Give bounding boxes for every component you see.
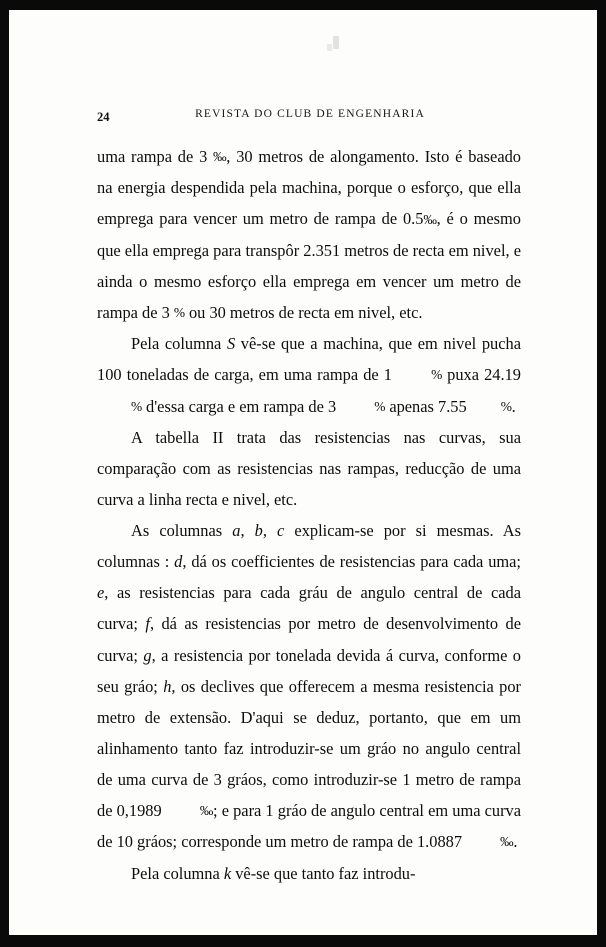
paragraph-5: Pela columna k vê-se que tanto faz introdu-	[131, 863, 416, 883]
body-text	[97, 141, 521, 889]
running-head	[9, 108, 597, 130]
paragraph-1: uma rampa de 3 ‰, 30 metros de alongamento. Isto é baseado na energia despendida pela machina, porque o esforço, que ella emprega para vencer um metro de rampa de 0.5‰, é o mesmo que ella emprega para transpôr 2.351 metros de recta em nivel, e ainda o mesmo esforço ella emprega em vencer um metro de rampa de 3 % ou 30 metros de recta em nivel, etc.	[97, 141, 521, 328]
page-sheet	[9, 10, 597, 935]
paragraph-3: A tabella II trata das resistencias nas curvas, sua comparação com as resistencias nas rampas, reducção de uma curva a linha recta e nivel, etc.	[97, 427, 521, 510]
column-symbol-a: a	[232, 521, 241, 541]
column-symbol-k: k	[223, 863, 232, 883]
percent-glyph: %	[131, 398, 142, 414]
paragraph-4: As columnas a, b, c explicam-se por si mesmas. As columnas : d, dá os coefficientes de resistencias para cada uma; e, as resistencias para cada gráu de angulo central de cada curva; f, dá as resistencias por metro de desenvolvimento de curva; g, a resistencia por tonelada devida á curva, conforme o seu gráo; h, os declives que offerecem a mesma resistencia por metro de extensão. D'aqui se deduz, portanto, que em um alinhamento tanto faz introduzir-se um gráo no angulo central de uma curva de 3 gráos, como introduzir-se 1 metro de rampa de 0,1989 ‰; e para 1 gráo de angulo central em uma curva de 10 gráos; corresponde um metro de rampa de 1.0887 ‰.	[97, 515, 521, 857]
page-number: 24	[97, 110, 110, 124]
paragraph-2: Pela columna S vê-se que a machina, que em nivel pucha 100 toneladas de carga, em uma rampa de 1 % puxa 24.19 % d'essa carga e em rampa de 3 % apenas 7.55 %.	[97, 328, 521, 422]
column-symbol-d: d	[174, 552, 183, 572]
column-symbol-g: g	[143, 645, 152, 665]
column-symbol-b: b	[254, 521, 263, 541]
running-head-title: REVISTA DO CLUB DE ENGENHARIA	[195, 108, 425, 120]
column-symbol-s: S	[226, 334, 236, 354]
percent-glyph: ‰	[213, 149, 227, 165]
column-symbol-f: f	[145, 614, 150, 634]
column-symbol-h: h	[163, 676, 172, 696]
column-symbol-c: c	[277, 521, 285, 541]
percent-glyph: ‰	[500, 834, 514, 850]
percent-glyph: %	[173, 305, 185, 321]
percent-glyph: ‰	[423, 211, 437, 227]
percent-glyph: ‰	[199, 803, 213, 819]
scan-artifact-speck	[333, 36, 339, 49]
column-symbol-e: e	[97, 583, 105, 603]
scan-artifact-speck-secondary	[327, 44, 332, 51]
percent-glyph: %	[374, 398, 386, 414]
percent-glyph: %	[431, 367, 443, 383]
percent-glyph: %	[500, 398, 512, 414]
